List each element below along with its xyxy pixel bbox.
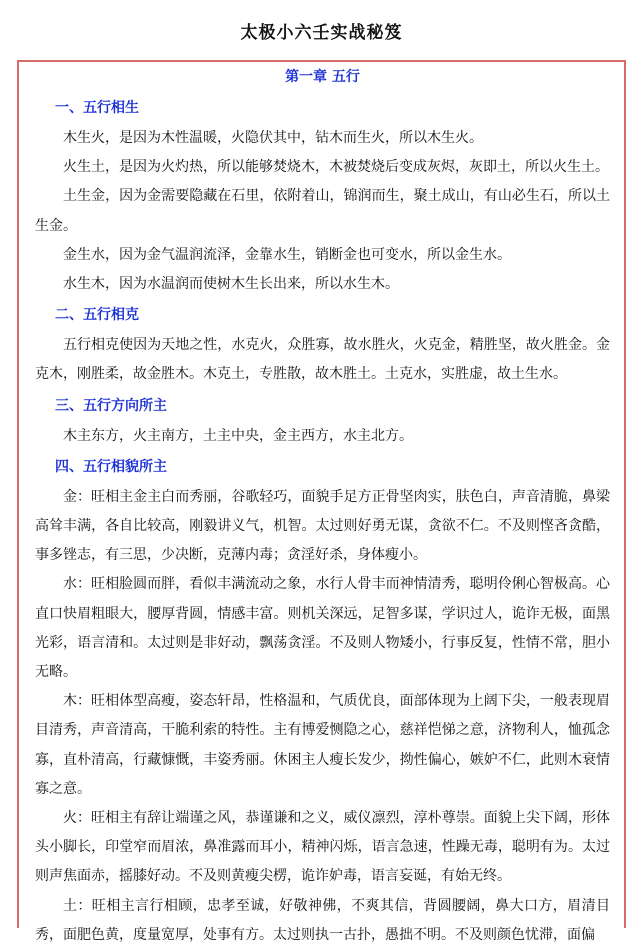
section-heading-wuxing-fangxiang: 三、五行方向所主 <box>55 397 167 414</box>
paragraph: 火：旺相主有辞让端谨之风，恭谨谦和之义，威仪凛烈，淳朴尊崇。面貌上尖下阔，形体头小脚长，印堂窄而眉浓，鼻准露而耳小，精神闪烁，语言急速，性躁无毒，聪明有为。太过则声焦面赤，摇膝好动。不及则黄瘦尖楞，诡诈妒毒，语言妄诞，有始无终。 <box>35 810 610 885</box>
paragraph: 木：旺相体型高瘦，姿态轩昂，性格温和，气质优良，面部体现为上阔下尖，一般表现眉目清秀，声音清高，干脆利索的特性。主有博爱恻隐之心，慈祥恺悌之意，济物利人，恤孤念寡，直朴清高，行藏慷慨，丰姿秀丽。休困主人瘦长发少，拗性偏心，嫉妒不仁，此则木衰情寡之意。 <box>35 693 610 797</box>
content-frame <box>17 60 626 943</box>
chapter-title: 第一章 五行 <box>285 69 360 85</box>
paragraph: 五行相克使因为天地之性，水克火，众胜寡，故水胜火，火克金，精胜坚，故火胜金。金克木，刚胜柔，故金胜木。木克土，专胜散，故木胜土。土克水，实胜虚，故土生水。 <box>35 337 610 383</box>
section-heading-wuxing-xiangmao: 四、五行相貌所主 <box>55 458 167 475</box>
paragraph: 金生水，因为金气温润流泽，金靠水生，销断金也可变水，所以金生水。 <box>63 246 511 263</box>
paragraph: 火生土，是因为火灼热，所以能够焚烧木，木被焚烧后变成灰烬，灰即土，所以火生土。 <box>63 159 609 176</box>
paragraph: 金：旺相主金主白而秀丽，谷歌轻巧，面貌手足方正骨坚肉实，肤色白，声音清脆，鼻梁高耸丰满，各自比较高，刚毅讲义气，机智。太过则好勇无谋，贪欲不仁。不及则悭吝贪酷，事多锉志，有三思，少决断，克薄内毒；贪淫好杀，身体瘦小。 <box>35 488 610 564</box>
paragraph: 水生木，因为水温润而使树木生长出来，所以水生木。 <box>63 276 399 293</box>
paragraph: 土：旺相主言行相顾，忠孝至诚，好敬神佛，不爽其信，背圆腰阔，鼻大口方，眉清目秀，面肥色黄，度量宽厚，处事有方。太过则执一古扑，愚拙不明。不及则颜色忧滞，面偏 <box>35 897 610 943</box>
paragraph: 木主东方，火主南方，土主中央，金主西方，水主北方。 <box>63 427 413 444</box>
document-title: 太极小六壬实战秘笈 <box>240 23 403 43</box>
paragraph: 水：旺相脸圆而胖，看似丰满流动之象，水行人骨丰而神情清秀，聪明伶俐心智极高。心直口快眉粗眼大，腰厚背圆，情感丰富。则机关深远，足智多谋，学识过人，诡诈无极，面黑光彩，语言清和。太过则是非好动，飘荡贪淫。不及则人物矮小，行事反复，性情不常，胆小无略。 <box>35 576 610 681</box>
paragraph: 木生火，是因为木性温暖，火隐伏其中，钻木而生火，所以木生火。 <box>63 130 483 146</box>
paragraph: 土生金，因为金需要隐藏在石里，依附着山，锦润而生，聚土成山，有山必生石，所以土生金。 <box>35 188 610 234</box>
section-heading-wuxing-xiangsheng: 一、五行相生 <box>55 100 139 116</box>
section-heading-wuxing-xiangke: 二、五行相克 <box>55 307 139 324</box>
document-body <box>19 62 624 950</box>
